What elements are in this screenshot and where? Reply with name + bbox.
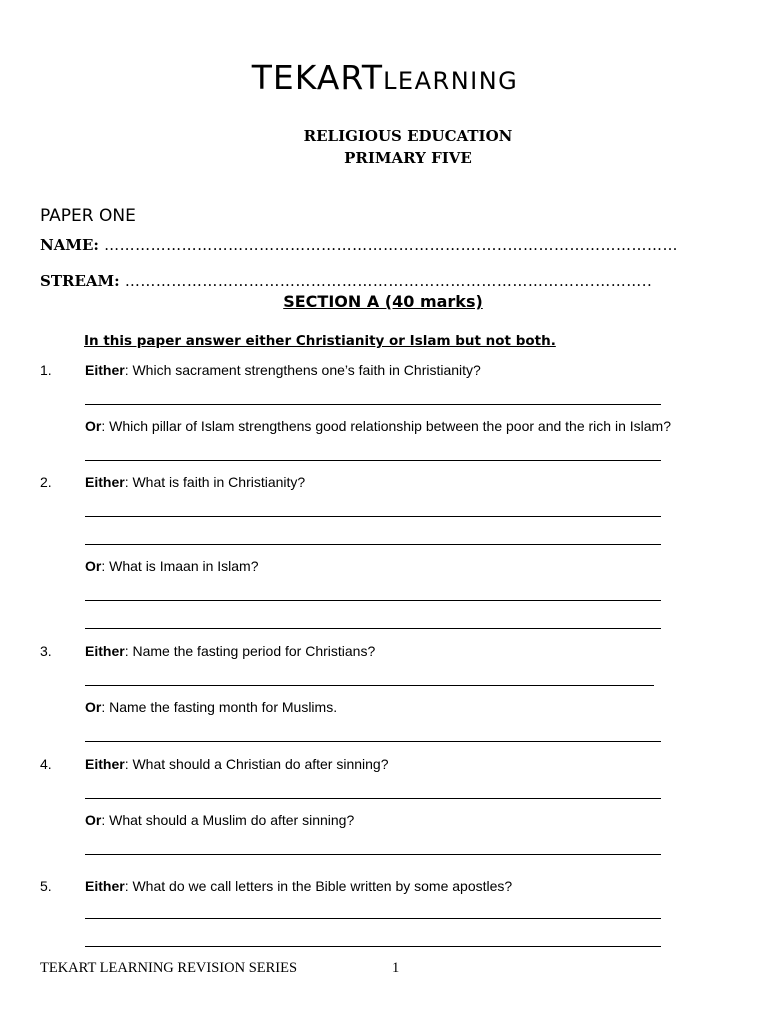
- class-level: PRIMARY FIVE: [344, 149, 472, 167]
- footer-series: TEKART LEARNING REVISION SERIES: [40, 960, 298, 976]
- either-label: Either: [85, 362, 125, 378]
- stream-dots: ……………………………………………………………………………….………..: [124, 272, 653, 290]
- question-or: [85, 558, 259, 574]
- either-label: Either: [85, 878, 125, 894]
- answer-line[interactable]: [85, 628, 661, 629]
- stream-label: STREAM:: [40, 272, 120, 290]
- answer-line[interactable]: [85, 741, 661, 742]
- question-number: 2.: [40, 474, 52, 490]
- answer-line[interactable]: [85, 854, 661, 855]
- or-label: Or: [85, 812, 102, 828]
- question-text: : What do we call letters in the Bible written by some apostles?: [124, 878, 513, 894]
- or-label: Or: [85, 699, 102, 715]
- either-label: Either: [85, 756, 125, 772]
- question-either: [85, 362, 481, 378]
- question-either: [85, 474, 305, 490]
- question-text: : Which pillar of Islam strengthens good relationship between the poor and the rich in Islam?: [101, 418, 671, 434]
- question-or: [85, 812, 354, 828]
- answer-line[interactable]: [85, 946, 661, 947]
- subject-title: RELIGIOUS EDUCATION: [303, 127, 513, 145]
- brand-main: TEKART: [251, 58, 384, 97]
- question-text: : Name the fasting month for Muslims.: [101, 699, 338, 715]
- question-text: : What should a Muslim do after sinning?: [101, 812, 355, 828]
- question-text: : Which sacrament strengthens one’s faith in Christianity?: [124, 362, 481, 378]
- question-number: 3.: [40, 643, 52, 659]
- question-or: [85, 418, 671, 434]
- question-either: [85, 878, 512, 894]
- question-either: [85, 643, 375, 659]
- name-dots: ……………………………………………………………….…..……………………………: [104, 236, 678, 254]
- answer-line[interactable]: [85, 516, 661, 517]
- question-text: : What is Imaan in Islam?: [101, 558, 259, 574]
- paper-title: PAPER ONE: [40, 206, 136, 226]
- question-number: 4.: [40, 756, 52, 772]
- question-number: 5.: [40, 878, 52, 894]
- question-text: : What is faith in Christianity?: [124, 474, 306, 490]
- stream-field[interactable]: [40, 272, 652, 290]
- either-label: Either: [85, 643, 125, 659]
- either-label: Either: [85, 474, 125, 490]
- answer-line[interactable]: [85, 460, 661, 461]
- name-field[interactable]: [40, 236, 678, 254]
- answer-line[interactable]: [85, 685, 654, 686]
- answer-line[interactable]: [85, 544, 661, 545]
- name-label: NAME:: [40, 236, 99, 254]
- question-text: : What should a Christian do after sinning?: [124, 756, 389, 772]
- question-text: : Name the fasting period for Christians?: [124, 643, 376, 659]
- or-label: Or: [85, 418, 102, 434]
- answer-line[interactable]: [85, 798, 661, 799]
- answer-line[interactable]: [85, 404, 661, 405]
- brand-sub: LEARNING: [383, 67, 519, 95]
- answer-line[interactable]: [85, 600, 661, 601]
- instruction: In this paper answer either Christianity or Islam but not both.: [84, 333, 556, 349]
- section-title: SECTION A (40 marks): [283, 292, 483, 311]
- question-either: [85, 756, 389, 772]
- question-or: [85, 699, 337, 715]
- question-number: 1.: [40, 362, 52, 378]
- brand-logo: [0, 58, 770, 97]
- or-label: Or: [85, 558, 102, 574]
- answer-line[interactable]: [85, 918, 661, 919]
- page-number: 1: [392, 960, 400, 976]
